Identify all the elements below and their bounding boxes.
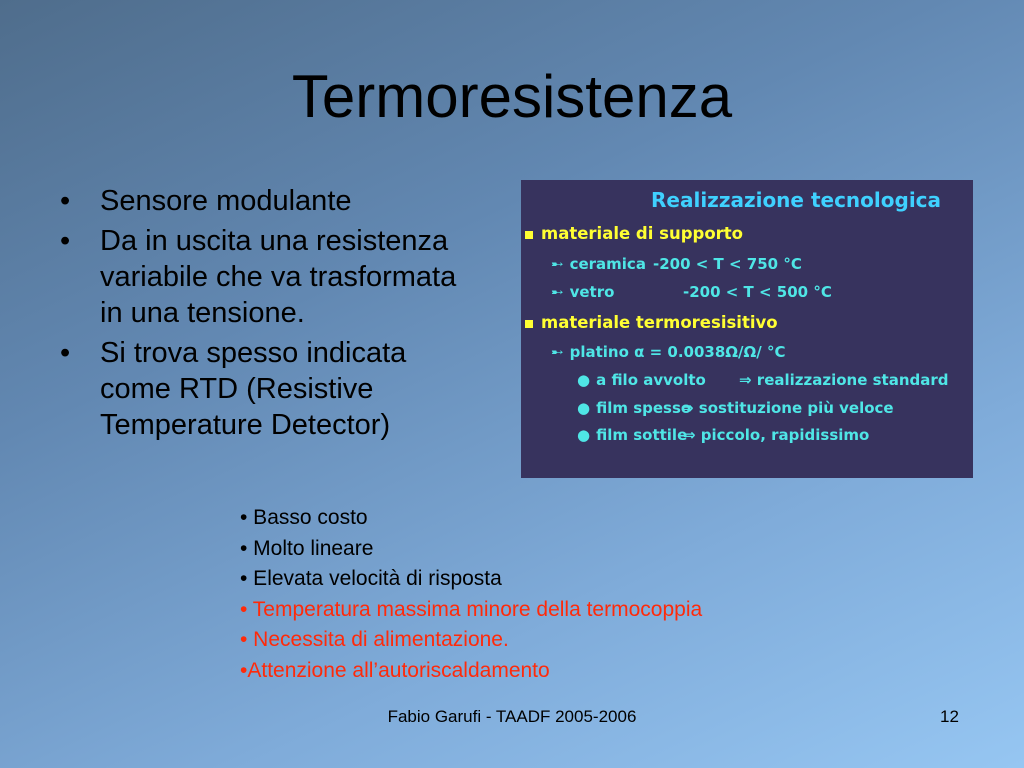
bullet-item [56,223,476,331]
bullet-text: Si trova spesso indicata come RTD (Resistive Temperature Detector) [100,337,407,441]
material-name: vetro [569,283,615,301]
feature-list [240,503,702,686]
square-bullet-icon [525,231,533,239]
circle-bullet-icon: ● [577,399,591,417]
technology-panel [521,180,973,478]
arrow-bullet-icon: ➸ [551,283,564,301]
panel-heading-supporto [525,224,743,243]
subitem-note: ⇒ realizzazione standard [739,371,949,389]
bullet-dot: • [60,185,71,217]
bullet-item [56,335,476,443]
square-bullet-icon [525,320,533,328]
subitem-name: a filo avvolto [596,371,706,389]
feature-item: • Molto lineare [240,536,374,560]
panel-title: Realizzazione tecnologica [651,188,942,212]
panel-item-platino [551,343,786,361]
arrow-bullet-icon: ➸ [551,343,564,361]
feature-item: • Elevata velocità di risposta [240,567,502,590]
circle-bullet-icon: ● [577,371,591,389]
bullet-dot: • [60,337,71,369]
slide-title: Termoresistenza [291,63,733,130]
page-number: 12 [940,707,959,726]
bullet-text: Sensore modulante [100,185,352,217]
bullet-item [56,183,476,219]
panel-subitem [577,426,687,444]
material-name: ceramica [569,255,646,273]
subitem-note: ⇒ sostituzione più veloce [681,399,894,417]
main-bullet-list [56,183,476,447]
footer-text: Fabio Garufi - TAADF 2005-2006 [387,707,637,726]
arrow-bullet-icon: ➸ [551,255,564,273]
feature-item-warning: • Necessita di alimentazione. [240,628,509,651]
panel-heading-termoresistivo [525,313,778,332]
panel-item-ceramica [551,255,646,273]
panel-subitem [577,371,706,389]
panel-heading-text: materiale di supporto [541,224,744,243]
panel-subitem [577,399,691,417]
subitem-name: film spesso [596,399,692,417]
panel-item-vetro [551,283,614,301]
subitem-name: film sottile [596,426,688,444]
feature-item-warning: • Temperatura massima minore della termocoppia [240,597,703,621]
feature-item-warning: •Attenzione all’autoriscaldamento [240,658,550,682]
material-range: -200 < T < 750 °C [653,255,802,273]
panel-heading-text: materiale termoresisitivo [541,313,778,332]
bullet-text: Da in uscita una resistenza variabile che va trasformata in una tensione. [100,225,457,329]
material-range: -200 < T < 500 °C [683,283,832,301]
subitem-note: ⇒ piccolo, rapidissimo [683,426,870,444]
bullet-dot: • [60,225,71,257]
feature-item: • Basso costo [240,506,368,529]
platino-text: platino α = 0.0038Ω/Ω/ °C [569,343,786,361]
circle-bullet-icon: ● [577,426,591,444]
